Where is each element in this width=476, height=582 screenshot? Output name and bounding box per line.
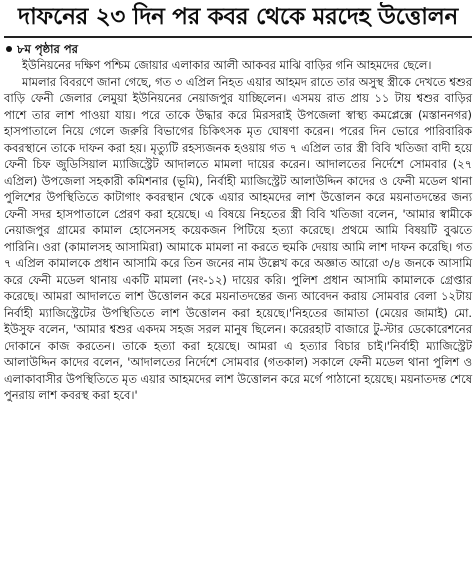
article-headline: দাফনের ২৩ দিন পর কবর থেকে মরদেহ উত্তোলন [4, 2, 472, 38]
continued-from-marker [4, 41, 472, 57]
article-paragraph-1: ইউনিয়নের দক্ষিণ পশ্চিম জোয়ার এলাকার আলী আকবর মাঝি বাড়ির গনি আহমদের ছেলে। [22, 58, 432, 72]
article-paragraph-2: মামলার বিবরণে জানা গেছে, গত ৩ এপ্রিল নিহত এয়ার আহমদ রাতে তার অসুস্থ স্ত্রীকে দেখতে শ্বশুর বাড়ি ফেনী জেলার লেমুয়া ইউনিয়নের নেয়াজপুর যাচ্ছিলেন। এসময় রাত প্রায় ১১ টায় শ্বশুর বাড়ির পাশে তার লাশ পাওয়া যায়। পরে তাকে উদ্ধার করে মিরসরাই উপজেলা স্বাস্থ্য কমপ্লেক্সে (মস্তাননগর) হাসপাতালে নিয়ে গেলে জরুরি বিভাগের চিকিৎসক মৃত ঘোষণা করেন। পরের দিন ভোরে পারিবারিক কবরস্থানে তাকে দাফন করা হয়। মৃত্যুটি রহস্যজনক হওয়ায় গত ৭ এপ্রিল তার স্ত্রী বিবি খতিজা বাদী হয়ে ফেনী চিফ জুডিসিয়াল ম্যাজিস্ট্রেট আদালতে মামলা দায়ের করেন। আদালতের নির্দেশে সোমবার (২৭ এপ্রিল) উপজেলা সহকারী কমিশনার (ভূমি), নির্বাহী ম্যাজিস্ট্রেট আলাউদ্দিন কাদের ও ফেনী মডেল থানা পুলিশের উপস্থিতিতে কাটাগাং কবরস্থান থেকে এয়ার আহমদের লাশ উত্তোলন করে ময়নাতদন্তের জন্য ফেনী সদর হাসপাতালে প্রেরণ করা হয়েছে। এ বিষয়ে নিহতের স্ত্রী বিবি খতিজা বলেন, 'আমার স্বামীকে নেয়াজপুর গ্রামের কামাল হোসেনসহ কয়েকজন পিটিয়ে হত্যা করেছে। প্রথমে আমি বিষয়টি বুঝতে পারিনি। ওরা (কামালসহ আসামিরা) আমাকে মামলা না করতে হুমকি দেয়ায় আমি লাশ দাফন করেছি। গত ৭ এপ্রিল কামালকে প্রধান আসামি করে তিন জনের নাম উল্লেখ করে অজ্ঞাত আরো ৩/৪ জনকে আসামি করে ফেনী মডেল থানায় একটি মামলা (নং-১২) দায়ের করি। পুলিশ প্রধান আসামি কামালকে গ্রেপ্তার করেছে। আমরা আদালতে লাশ উত্তোলন করে ময়নাতদন্তের জন্য আবেদন করায় সোমবার বেলা ১২টায় নির্বাহী ম্যাজিস্ট্রেটের উপস্থিতিতে লাশ উত্তোলন করা হয়েছে।'নিহতের জামাতা (মেয়ের জামাই) মো. ইউসুফ বলেন, 'আমার শ্বশুর একদম সহজ সরল মানুষ ছিলেন। করেরহাট বাজারে টু-স্টার ডেকোরেশনের দোকানে কাজ করতেন। তাকে হত্যা করা হয়েছে। আমরা এ হত্যার বিচার চাই।'নির্বাহী ম্যাজিস্ট্রেট আলাউদ্দিন কাদের বলেন, 'আদালতের নির্দেশে সোমবার (গতকাল) সকালে ফেনী মডেল থানা পুলিশ ও এলাকাবাসীর উপস্থিতিতে মৃত এয়ার আহমদের লাশ উত্তোলন করে মর্গে পাঠানো হয়েছে। ময়নাতদন্ত শেষে পুনরায় লাশ কবরস্থ করা হবে।' [4, 74, 472, 402]
bullet-icon [6, 46, 12, 52]
continued-from-label: ৮ম পৃষ্ঠার পর [17, 42, 78, 56]
